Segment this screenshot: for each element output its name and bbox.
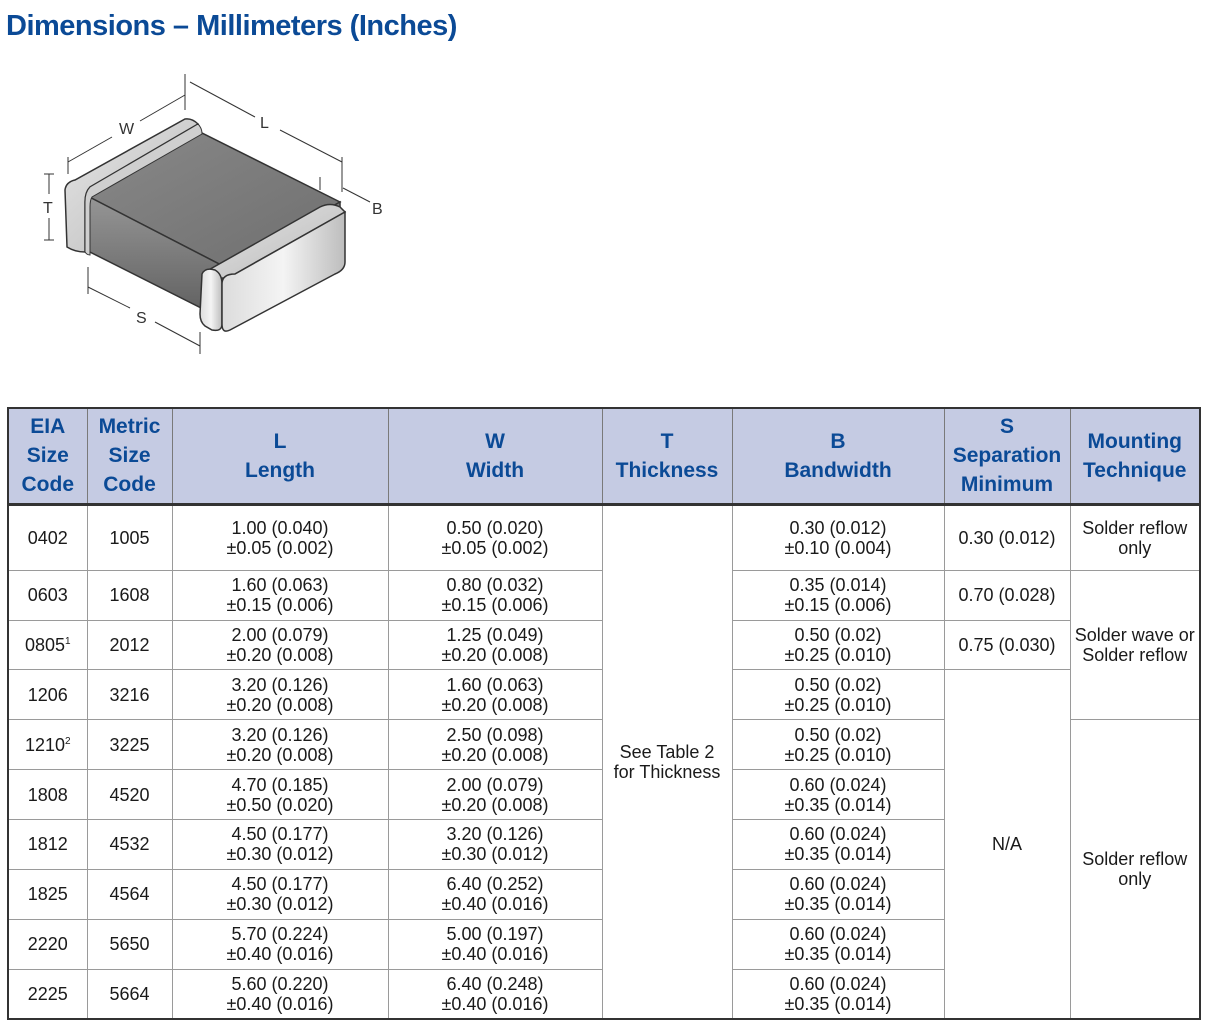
- page-title: Dimensions – Millimeters (Inches): [6, 10, 457, 42]
- metric-code: 2012: [87, 620, 172, 670]
- eia-code: 0402: [8, 504, 87, 570]
- metric-code: 4532: [87, 820, 172, 870]
- dim-label-b: B: [372, 201, 383, 218]
- metric-code: 5650: [87, 919, 172, 969]
- bandwidth-cell: 0.50 (0.02) ±0.25 (0.010): [732, 670, 944, 720]
- metric-code: 3225: [87, 720, 172, 770]
- dimensions-table: [7, 407, 1201, 1020]
- header-bandwidth: B Bandwidth: [732, 408, 944, 504]
- dim-label-w: W: [119, 121, 135, 138]
- eia-code: 0805$^1$: [8, 620, 87, 670]
- metric-code: 4520: [87, 770, 172, 820]
- length-cell: 3.20 (0.126) ±0.20 (0.008): [172, 670, 388, 720]
- header-thickness: T Thickness: [602, 408, 732, 504]
- bandwidth-cell: 0.60 (0.024) ±0.35 (0.014): [732, 969, 944, 1019]
- separation-cell: 0.30 (0.012): [944, 504, 1070, 570]
- bandwidth-cell: 0.60 (0.024) ±0.35 (0.014): [732, 869, 944, 919]
- bandwidth-cell: 0.50 (0.02) ±0.25 (0.010): [732, 720, 944, 770]
- length-cell: 5.70 (0.224) ±0.40 (0.016): [172, 919, 388, 969]
- eia-code: 2220: [8, 919, 87, 969]
- header-metric: Metric Size Code: [87, 408, 172, 504]
- header-width: W Width: [388, 408, 602, 504]
- width-cell: 6.40 (0.252) ±0.40 (0.016): [388, 869, 602, 919]
- eia-code: 2225: [8, 969, 87, 1019]
- eia-code: 0603: [8, 570, 87, 620]
- eia-code: 1206: [8, 670, 87, 720]
- separation-na: N/A: [944, 670, 1070, 1019]
- bandwidth-cell: 0.35 (0.014) ±0.15 (0.006): [732, 570, 944, 620]
- dim-label-s: S: [136, 310, 147, 327]
- header-length: L Length: [172, 408, 388, 504]
- chip-dimension-diagram: [30, 62, 410, 362]
- length-cell: 4.50 (0.177) ±0.30 (0.012): [172, 820, 388, 870]
- bandwidth-cell: 0.30 (0.012) ±0.10 (0.004): [732, 504, 944, 570]
- width-cell: 5.00 (0.197) ±0.40 (0.016): [388, 919, 602, 969]
- right-terminal-front: [200, 269, 222, 330]
- width-cell: 0.50 (0.020) ±0.05 (0.002): [388, 504, 602, 570]
- bandwidth-cell: 0.60 (0.024) ±0.35 (0.014): [732, 820, 944, 870]
- bandwidth-cell: 0.60 (0.024) ±0.35 (0.014): [732, 770, 944, 820]
- length-cell: 5.60 (0.220) ±0.40 (0.016): [172, 969, 388, 1019]
- length-cell: 4.70 (0.185) ±0.50 (0.020): [172, 770, 388, 820]
- header-mounting: Mounting Technique: [1070, 408, 1200, 504]
- table-row: [8, 504, 1200, 570]
- mounting-cell: Solder reflow only: [1070, 504, 1200, 570]
- mounting-cell: Solder wave or Solder reflow: [1070, 570, 1200, 720]
- metric-code: 5664: [87, 969, 172, 1019]
- width-cell: 0.80 (0.032) ±0.15 (0.006): [388, 570, 602, 620]
- metric-code: 4564: [87, 869, 172, 919]
- length-cell: 2.00 (0.079) ±0.20 (0.008): [172, 620, 388, 670]
- length-cell: 1.00 (0.040) ±0.05 (0.002): [172, 504, 388, 570]
- header-row: [8, 408, 1200, 504]
- bandwidth-cell: 0.50 (0.02) ±0.25 (0.010): [732, 620, 944, 670]
- dim-label-t: T: [43, 200, 53, 217]
- width-cell: 1.25 (0.049) ±0.20 (0.008): [388, 620, 602, 670]
- eia-code: 1808: [8, 770, 87, 820]
- header-eia: EIA Size Code: [8, 408, 87, 504]
- dim-label-l: L: [260, 115, 269, 132]
- separation-cell: 0.75 (0.030): [944, 620, 1070, 670]
- length-cell: 1.60 (0.063) ±0.15 (0.006): [172, 570, 388, 620]
- eia-code: 1825: [8, 869, 87, 919]
- header-separation: S Separation Minimum: [944, 408, 1070, 504]
- metric-code: 1005: [87, 504, 172, 570]
- metric-code: 3216: [87, 670, 172, 720]
- width-cell: 1.60 (0.063) ±0.20 (0.008): [388, 670, 602, 720]
- width-cell: 2.00 (0.079) ±0.20 (0.008): [388, 770, 602, 820]
- separation-cell: 0.70 (0.028): [944, 570, 1070, 620]
- length-cell: 3.20 (0.126) ±0.20 (0.008): [172, 720, 388, 770]
- length-cell: 4.50 (0.177) ±0.30 (0.012): [172, 869, 388, 919]
- width-cell: 2.50 (0.098) ±0.20 (0.008): [388, 720, 602, 770]
- width-cell: 3.20 (0.126) ±0.30 (0.012): [388, 820, 602, 870]
- eia-code: 1210$^2$: [8, 720, 87, 770]
- bandwidth-cell: 0.60 (0.024) ±0.35 (0.014): [732, 919, 944, 969]
- metric-code: 1608: [87, 570, 172, 620]
- width-cell: 6.40 (0.248) ±0.40 (0.016): [388, 969, 602, 1019]
- mounting-cell: Solder reflow only: [1070, 720, 1200, 1019]
- eia-code: 1812: [8, 820, 87, 870]
- thickness-note: See Table 2 for Thickness: [602, 504, 732, 1019]
